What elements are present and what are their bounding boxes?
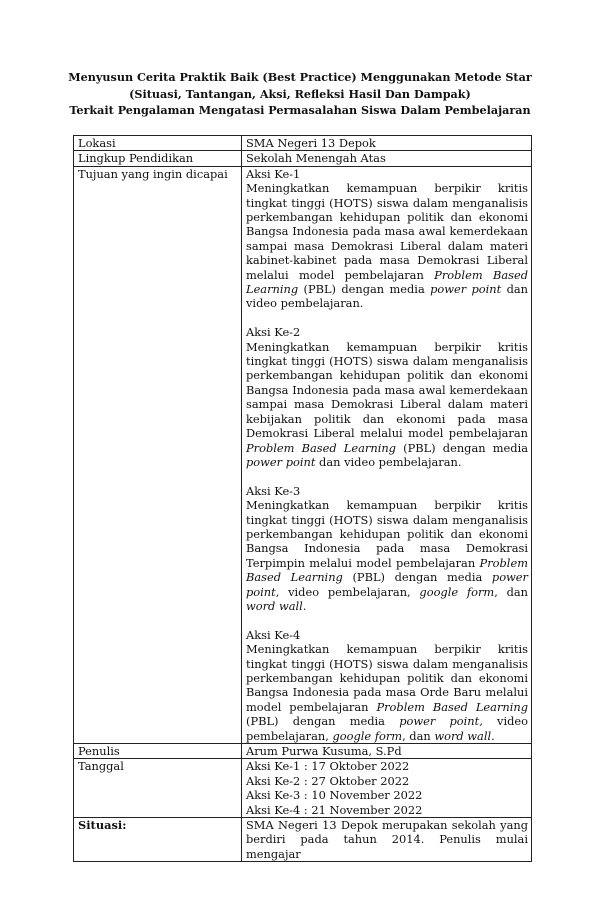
label-lingkup: Lingkup Pendidikan bbox=[74, 151, 242, 166]
label-tujuan: Tujuan yang ingin dicapai bbox=[74, 166, 242, 743]
tanggal-aksi-2: Aksi Ke-2 : 27 Oktober 2022 bbox=[246, 773, 410, 788]
label-penulis: Penulis bbox=[74, 744, 242, 759]
tanggal-aksi-3: Aksi Ke-3 : 10 November 2022 bbox=[246, 788, 423, 803]
row-tanggal bbox=[74, 759, 532, 818]
row-penulis bbox=[74, 744, 532, 759]
title-line-1: Menyusun Cerita Praktik Baik (Best Practice) Menggunakan Metode Star bbox=[68, 70, 532, 84]
label-situasi: Situasi: bbox=[74, 818, 242, 862]
aksi-2-heading: Aksi Ke-2 bbox=[246, 325, 301, 340]
aksi-1-heading: Aksi Ke-1 bbox=[246, 166, 301, 181]
title-line-3: Terkait Pengalaman Mengatasi Permasalahan Siswa Dalam Pembelajaran bbox=[69, 103, 531, 117]
aksi-4-text: Meningkatkan kemampuan berpikir kritis tingkat tinggi (HOTS) siswa dalam menganalisis perkembangan kehidupan politik dan ekonomi Bangsa Indonesia pada masa Orde Baru melalui model pembelajaran Problem Based Learning (PBL) dengan media power point, video pembelajaran, google form, dan word wall. bbox=[246, 642, 528, 743]
aksi-4-heading: Aksi Ke-4 bbox=[246, 627, 301, 642]
aksi-3-heading: Aksi Ke-3 bbox=[246, 483, 301, 498]
label-lokasi: Lokasi bbox=[74, 136, 242, 151]
value-tanggal bbox=[242, 759, 532, 818]
tanggal-aksi-4: Aksi Ke-4 : 21 November 2022 bbox=[246, 802, 423, 817]
value-lokasi: SMA Negeri 13 Depok bbox=[242, 136, 532, 151]
value-lingkup: Sekolah Menengah Atas bbox=[242, 151, 532, 166]
row-tujuan bbox=[74, 166, 532, 743]
row-lokasi bbox=[74, 136, 532, 151]
aksi-1-text: Meningkatkan kemampuan berpikir kritis tingkat tinggi (HOTS) siswa dalam menganalisis perkembangan kehidupan politik dan ekonomi Bangsa Indonesia pada masa awal kemerdekaan sampai masa Demokrasi Liberal dalam materi kabinet-kabinet pada masa Demokrasi Liberal melalui model pembelajaran Problem Based Learning (PBL) dengan media power point dan video pembelajaran. bbox=[246, 181, 528, 311]
value-tujuan bbox=[242, 166, 532, 743]
value-penulis: Arum Purwa Kusuma, S.Pd bbox=[242, 744, 532, 759]
value-situasi: SMA Negeri 13 Depok merupakan sekolah yang berdiri pada tahun 2014. Penulis mulai mengajar bbox=[242, 818, 532, 862]
info-table bbox=[73, 135, 532, 862]
aksi-3-text: Meningkatkan kemampuan berpikir kritis tingkat tinggi (HOTS) siswa dalam menganalisis perkembangan kehidupan politik dan ekonomi Bangsa Indonesia pada masa Demokrasi Terpimpin melalui model pembelajaran Problem Based Learning (PBL) dengan media power point, video pembelajaran, google form, dan word wall. bbox=[246, 498, 528, 613]
tanggal-aksi-1: Aksi Ke-1 : 17 Oktober 2022 bbox=[246, 759, 410, 774]
label-tanggal: Tanggal bbox=[74, 759, 242, 818]
row-situasi bbox=[74, 818, 532, 862]
aksi-2-text: Meningkatkan kemampuan berpikir kritis tingkat tinggi (HOTS) siswa dalam menganalisis perkembangan kehidupan politik dan ekonomi Bangsa Indonesia pada masa awal kemerdekaan sampai masa Demokrasi Liberal dalam materi kebijakan politik dan ekonomi pada masa Demokrasi Liberal melalui model pembelajaran Problem Based Learning (PBL) dengan media power point dan video pembelajaran. bbox=[246, 339, 529, 469]
title-line-2: (Situasi, Tantangan, Aksi, Refleksi Hasil Dan Dampak) bbox=[129, 86, 471, 101]
document-title bbox=[0, 69, 600, 119]
row-lingkup bbox=[74, 151, 532, 166]
